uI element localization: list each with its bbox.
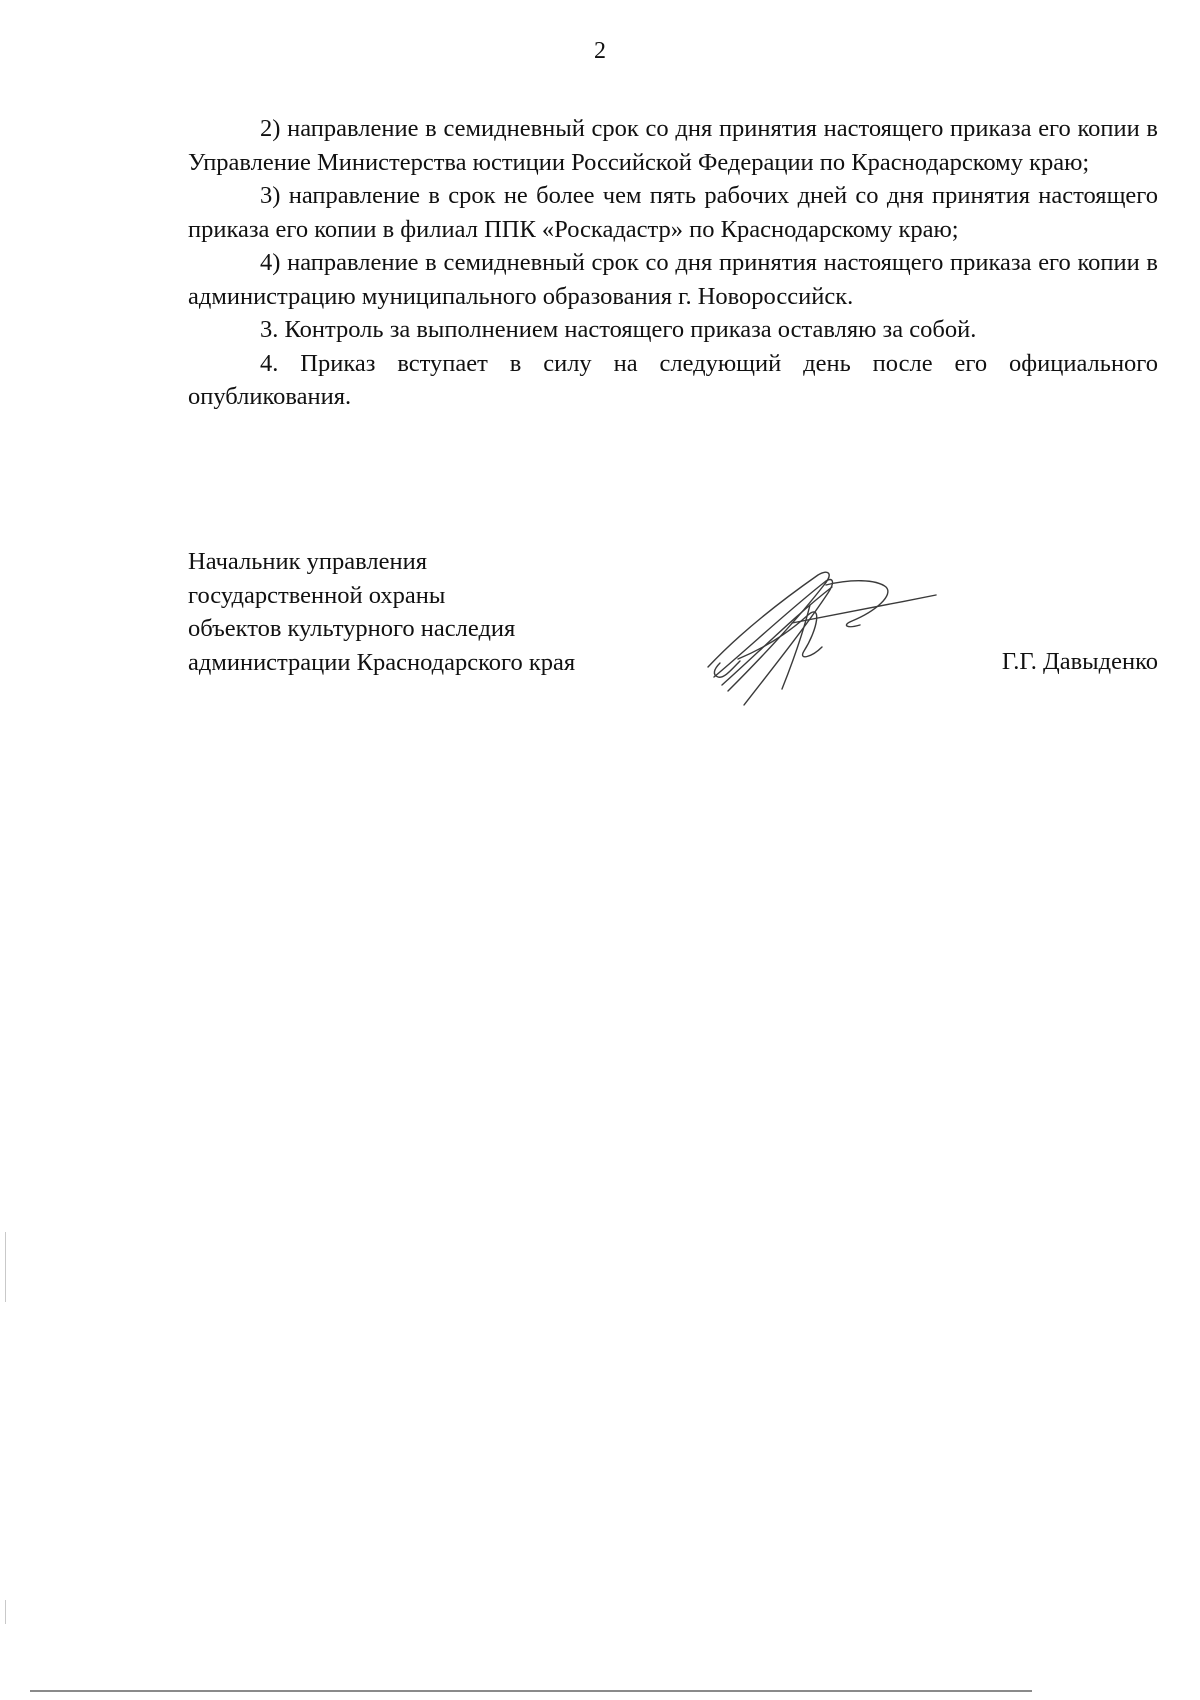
scan-edge-mark	[5, 1232, 6, 1302]
paragraph-item-4: 4) направление в семидневный срок со дня принятия настоящего приказа его копии в администрацию муниципального образования г. Новороссийск.	[188, 249, 1158, 310]
scan-bottom-edge	[30, 1690, 1032, 1692]
document-body	[188, 112, 1158, 414]
signer-name: Г.Г. Давыденко	[1001, 648, 1158, 675]
handwritten-signature-icon	[700, 565, 940, 710]
scan-edge-mark	[5, 1600, 6, 1624]
signer-position-line: объектов культурного наследия	[188, 615, 516, 642]
signer-position-line: администрации Краснодарского края	[188, 648, 576, 676]
paragraph-clause-4: 4. Приказ вступает в силу на следующий день после его официального опубликования.	[188, 349, 1158, 410]
paragraph-item-3: 3) направление в срок не более чем пять рабочих дней со дня принятия настоящего приказа его копии в филиал ППК «Роскадастр» по Краснодарскому краю;	[188, 182, 1158, 243]
signature-block	[188, 545, 1158, 679]
paragraph-item-2: 2) направление в семидневный срок со дня принятия настоящего приказа его копии в Управление Министерства юстиции Российской Федерации по Краснодарскому краю;	[188, 115, 1158, 176]
signer-position-line: государственной охраны	[188, 581, 446, 609]
paragraph-clause-3: 3. Контроль за выполнением настоящего приказа оставляю за собой.	[260, 316, 977, 343]
signer-position-line: Начальник управления	[188, 548, 427, 575]
page-number: 2	[594, 38, 606, 64]
